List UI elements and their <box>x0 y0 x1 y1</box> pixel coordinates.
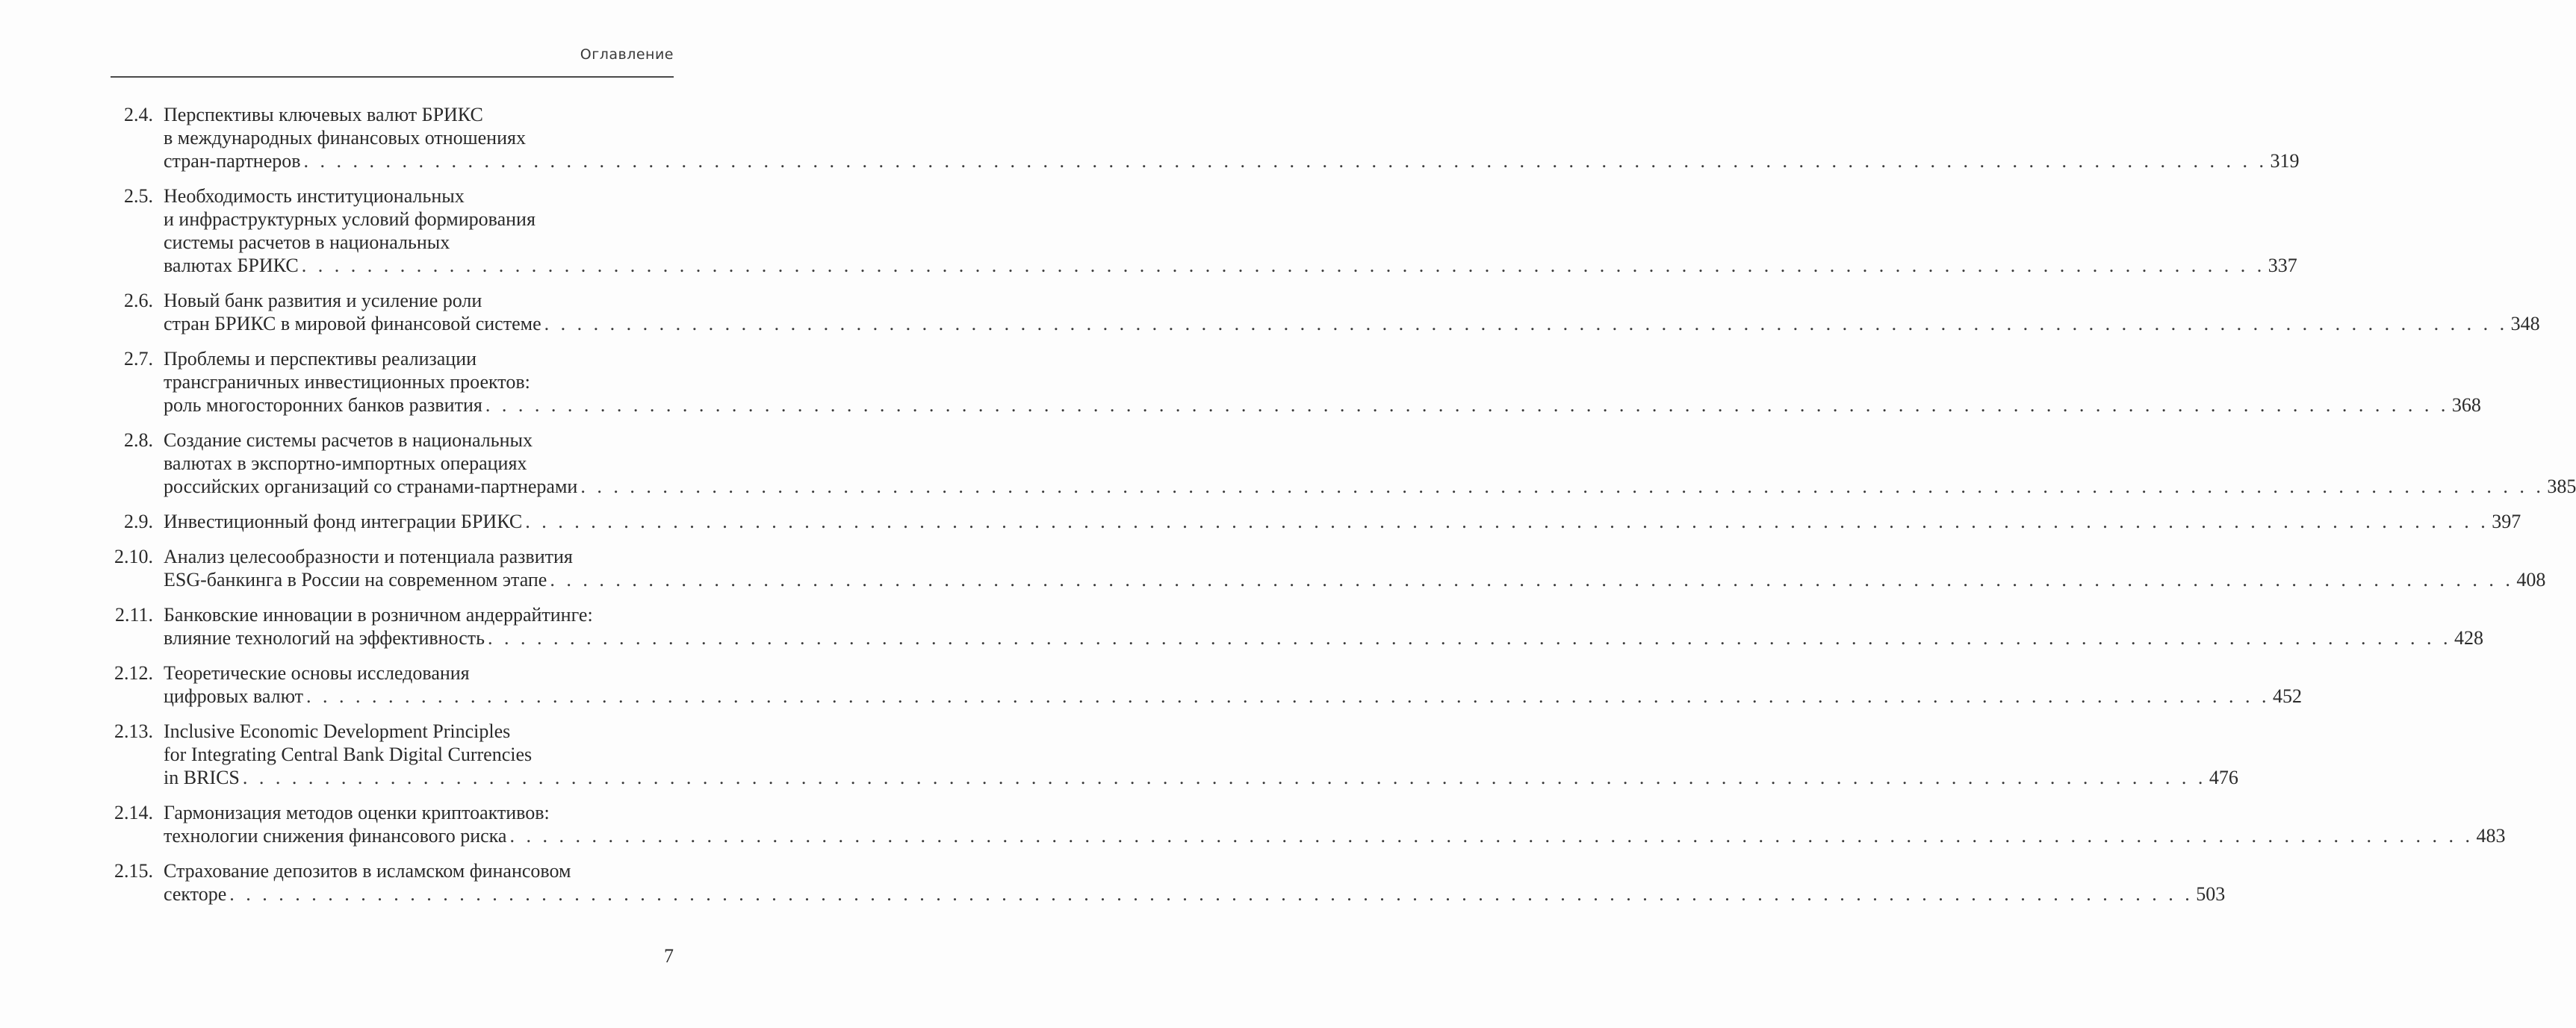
title-line: Страхование депозитов в исламском финансовом <box>164 860 571 882</box>
title-line: Необходимость институциональных <box>164 185 465 207</box>
title-last-line <box>164 312 2540 335</box>
toc-entry <box>0 103 2300 172</box>
section-number: 2.6. <box>124 290 153 311</box>
dot-leader: . . . . . . . . . . . . . . . . . . . . . . . . . . . . . . . . . . . . . . . . . . . . . . . . . . . . . . . . . . . . . . . . . . . . . . . . . . . . . . . . . . . . . . . . . . . . . . . . . . . . . . . . . . . . . . . . . . . . . . . . <box>229 883 2194 905</box>
section-number: 2.14. <box>114 802 153 823</box>
section-title <box>164 720 2238 789</box>
dot-leader: . . . . . . . . . . . . . . . . . . . . . . . . . . . . . . . . . . . . . . . . . . . . . . . . . . . . . . . . . . . . . . . . . . . . . . . . . . . . . . . . . . . . . . . . . . . . . . . . . . . . . . . . . . . . . . . . . . . . . . . . <box>301 255 2265 276</box>
toc-entry <box>0 184 2297 277</box>
section-number: 2.8. <box>124 429 153 451</box>
dot-leader: . . . . . . . . . . . . . . . . . . . . . . . . . . . . . . . . . . . . . . . . . . . . . . . . . . . . . . . . . . . . . . . . . . . . . . . . . . . . . . . . . . . . . . . . . . . . . . . . . . . . . . . . . . . . . . . . . . . . . . . . <box>580 476 2545 497</box>
title-line: валютах в экспортно-импортных операциях <box>164 452 527 474</box>
title-last-line <box>164 626 2483 649</box>
section-title <box>164 801 2506 847</box>
page-number: 7 <box>664 945 674 967</box>
toc-entry <box>0 429 2576 498</box>
section-title <box>164 347 2481 417</box>
title-line: технологии снижения финансового риска <box>164 825 507 847</box>
section-title <box>164 661 2303 708</box>
title-last-line <box>164 510 2521 533</box>
toc-entry <box>0 801 2506 847</box>
dot-leader: . . . . . . . . . . . . . . . . . . . . . . . . . . . . . . . . . . . . . . . . . . . . . . . . . . . . . . . . . . . . . . . . . . . . . . . . . . . . . . . . . . . . . . . . . . . . . . . . . . . . . . . . . . . . . . . . . . . . . . . . <box>544 313 2508 334</box>
title-last-line <box>164 882 2226 906</box>
title-line: Инвестиционный фонд интеграции БРИКС <box>164 511 523 532</box>
title-last-line <box>164 766 2238 789</box>
title-line: роль многосторонних банков развития <box>164 394 482 416</box>
toc-entry <box>0 661 2303 708</box>
toc-entry <box>0 603 2483 649</box>
section-number: 2.4. <box>124 104 153 125</box>
section-number: 2.13. <box>114 720 153 742</box>
dot-leader: . . . . . . . . . . . . . . . . . . . . . . . . . . . . . . . . . . . . . . . . . . . . . . . . . . . . . . . . . . . . . . . . . . . . . . . . . . . . . . . . . . . . . . . . . . . . . . . . . . . . . . . . . . . . . . . . . . . . . . . . <box>509 825 2474 847</box>
title-line: Новый банк развития и усиление роли <box>164 290 482 311</box>
section-number: 2.5. <box>124 185 153 207</box>
dot-leader: . . . . . . . . . . . . . . . . . . . . . . . . . . . . . . . . . . . . . . . . . . . . . . . . . . . . . . . . . . . . . . . . . . . . . . . . . . . . . . . . . . . . . . . . . . . . . . . . . . . . . . . . . . . . . . . . . . . . . . . . <box>485 394 2449 416</box>
title-line: стран-партнеров <box>164 150 301 172</box>
dot-leader: . . . . . . . . . . . . . . . . . . . . . . . . . . . . . . . . . . . . . . . . . . . . . . . . . . . . . . . . . . . . . . . . . . . . . . . . . . . . . . . . . . . . . . . . . . . . . . . . . . . . . . . . . . . . . . . . . . . . . . . . <box>303 150 2268 172</box>
title-last-line <box>164 824 2506 847</box>
title-line: Гармонизация методов оценки криптоактивов: <box>164 802 550 823</box>
section-number: 2.7. <box>124 348 153 370</box>
dot-leader: . . . . . . . . . . . . . . . . . . . . . . . . . . . . . . . . . . . . . . . . . . . . . . . . . . . . . . . . . . . . . . . . . . . . . . . . . . . . . . . . . . . . . . . . . . . . . . . . . . . . . . . . . . . . . . . . . . . . . . . . <box>525 511 2489 532</box>
section-number: 2.10. <box>114 546 153 567</box>
title-line: Перспективы ключевых валют БРИКС <box>164 104 483 125</box>
toc-page-number: 476 <box>2209 767 2238 788</box>
title-last-line <box>164 475 2576 498</box>
title-line: российских организаций со странами-партнерами <box>164 476 578 497</box>
section-number: 2.15. <box>114 860 153 882</box>
section-title <box>164 429 2576 498</box>
dot-leader: . . . . . . . . . . . . . . . . . . . . . . . . . . . . . . . . . . . . . . . . . . . . . . . . . . . . . . . . . . . . . . . . . . . . . . . . . . . . . . . . . . . . . . . . . . . . . . . . . . . . . . . . . . . . . . . . . . . . . . . . <box>550 569 2514 591</box>
section-title <box>164 103 2300 172</box>
toc-page-number: 483 <box>2476 825 2506 847</box>
title-line: Анализ целесообразности и потенциала развития <box>164 546 573 567</box>
title-line: for Integrating Central Bank Digital Currencies <box>164 744 533 765</box>
section-number: 2.9. <box>124 511 153 532</box>
toc-entry <box>0 510 2521 533</box>
toc-entry <box>0 347 2481 417</box>
title-line: in BRICS <box>164 767 240 788</box>
toc-page-number: 337 <box>2268 255 2297 276</box>
title-line: ESG-банкинга в России на современном этапе <box>164 569 547 591</box>
header-title: Оглавление <box>580 46 674 63</box>
dot-leader: . . . . . . . . . . . . . . . . . . . . . . . . . . . . . . . . . . . . . . . . . . . . . . . . . . . . . . . . . . . . . . . . . . . . . . . . . . . . . . . . . . . . . . . . . . . . . . . . . . . . . . . . . . . . . . . . . . . . . . . . <box>242 767 2206 788</box>
title-line: системы расчетов в национальных <box>164 231 450 253</box>
title-line: Банковские инновации в розничном андеррайтинге: <box>164 604 593 626</box>
title-line: Создание системы расчетов в национальных <box>164 429 533 451</box>
section-title <box>164 510 2521 533</box>
toc-entry <box>0 289 2540 335</box>
title-last-line <box>164 393 2481 417</box>
toc-page-number: 319 <box>2270 150 2300 172</box>
toc-page-number: 503 <box>2196 883 2226 905</box>
title-last-line <box>164 254 2297 277</box>
dot-leader: . . . . . . . . . . . . . . . . . . . . . . . . . . . . . . . . . . . . . . . . . . . . . . . . . . . . . . . . . . . . . . . . . . . . . . . . . . . . . . . . . . . . . . . . . . . . . . . . . . . . . . . . . . . . . . . . . . . . . . . . <box>487 627 2451 649</box>
title-last-line <box>164 568 2546 591</box>
running-header <box>111 46 674 78</box>
title-line: Inclusive Economic Development Principles <box>164 720 511 742</box>
title-line: цифровых валют <box>164 685 304 707</box>
title-line: влияние технологий на эффективность <box>164 627 485 649</box>
toc-page-number: 385 <box>2547 476 2576 497</box>
section-title <box>164 859 2226 906</box>
title-line: стран БРИКС в мировой финансовой системе <box>164 313 541 334</box>
title-last-line <box>164 685 2303 708</box>
title-line: валютах БРИКС <box>164 255 299 276</box>
title-last-line <box>164 149 2300 172</box>
title-line: и инфраструктурных условий формирования <box>164 208 536 230</box>
section-title <box>164 289 2540 335</box>
title-line: секторе <box>164 883 227 905</box>
toc-page-number: 368 <box>2451 394 2481 416</box>
toc-page-number: 428 <box>2454 627 2483 649</box>
title-line: Теоретические основы исследования <box>164 662 470 684</box>
title-line: Проблемы и перспективы реализации <box>164 348 477 370</box>
section-title <box>164 603 2483 649</box>
dot-leader: . . . . . . . . . . . . . . . . . . . . . . . . . . . . . . . . . . . . . . . . . . . . . . . . . . . . . . . . . . . . . . . . . . . . . . . . . . . . . . . . . . . . . . . . . . . . . . . . . . . . . . . . . . . . . . . . . . . . . . . . <box>306 685 2271 707</box>
toc-entry <box>0 720 2238 789</box>
toc-entry <box>0 859 2226 906</box>
toc-entry <box>0 545 2546 591</box>
section-title <box>164 545 2546 591</box>
section-number: 2.12. <box>114 662 153 684</box>
toc-page-number: 397 <box>2492 511 2521 532</box>
toc-page-number: 348 <box>2510 313 2540 334</box>
section-title <box>164 184 2297 277</box>
section-number: 2.11. <box>114 604 153 626</box>
title-line: в международных финансовых отношениях <box>164 127 526 149</box>
title-line: трансграничных инвестиционных проектов: <box>164 371 530 393</box>
toc-page-number: 452 <box>2273 685 2303 707</box>
table-of-contents <box>0 103 2576 918</box>
toc-page-number: 408 <box>2516 569 2546 591</box>
